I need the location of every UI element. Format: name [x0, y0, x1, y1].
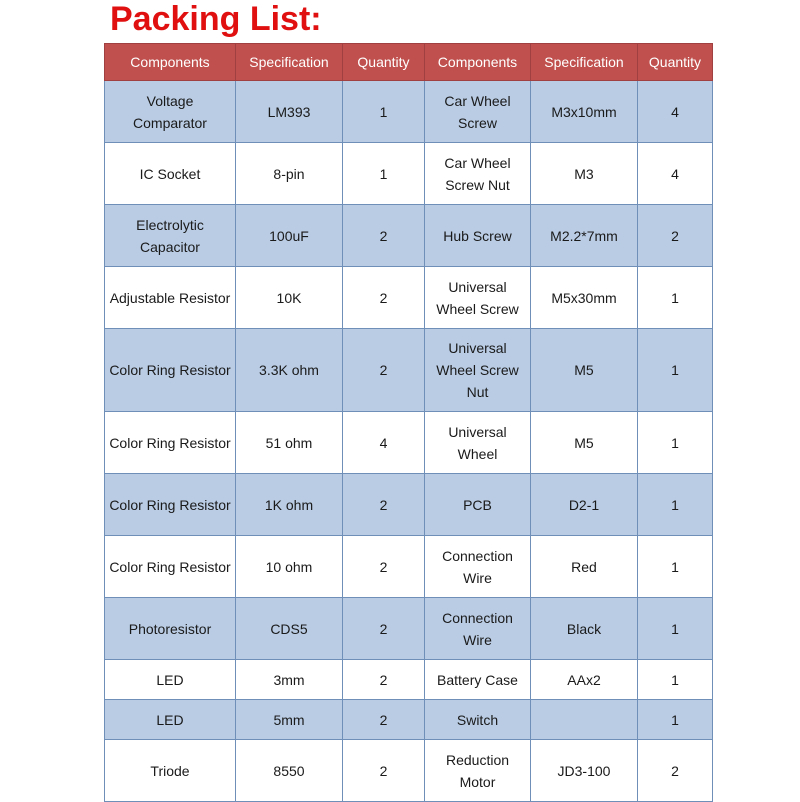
quantity-cell: 2 [343, 329, 425, 412]
component-cell: PCB [425, 474, 531, 536]
quantity-cell: 1 [638, 474, 713, 536]
component-cell: LED [105, 700, 236, 740]
quantity-cell: 1 [638, 536, 713, 598]
specification-cell: M5x30mm [531, 267, 638, 329]
specification-cell: M3 [531, 143, 638, 205]
quantity-cell: 2 [343, 740, 425, 802]
quantity-cell: 2 [638, 205, 713, 267]
component-cell: IC Socket [105, 143, 236, 205]
quantity-cell: 4 [638, 143, 713, 205]
specification-cell: 51 ohm [236, 412, 343, 474]
table-row [105, 143, 713, 205]
component-cell: Car Wheel Screw Nut [425, 143, 531, 205]
specification-cell: 1K ohm [236, 474, 343, 536]
table-row [105, 267, 713, 329]
table-row [105, 81, 713, 143]
specification-cell: M5 [531, 412, 638, 474]
component-cell: Reduction Motor [425, 740, 531, 802]
header-specification-right: Specification [531, 44, 638, 81]
quantity-cell: 1 [638, 660, 713, 700]
component-cell: Color Ring Resistor [105, 536, 236, 598]
specification-cell: 10 ohm [236, 536, 343, 598]
component-cell: Universal Wheel Screw Nut [425, 329, 531, 412]
quantity-cell: 2 [343, 598, 425, 660]
specification-cell: 5mm [236, 700, 343, 740]
component-cell: Color Ring Resistor [105, 474, 236, 536]
table-row [105, 205, 713, 267]
quantity-cell: 1 [638, 412, 713, 474]
header-quantity-left: Quantity [343, 44, 425, 81]
component-cell: Voltage Comparator [105, 81, 236, 143]
table-row [105, 412, 713, 474]
specification-cell: 8550 [236, 740, 343, 802]
quantity-cell: 1 [343, 81, 425, 143]
component-cell: Car Wheel Screw [425, 81, 531, 143]
component-cell: Triode [105, 740, 236, 802]
specification-cell: M2.2*7mm [531, 205, 638, 267]
component-cell: Universal Wheel Screw [425, 267, 531, 329]
quantity-cell: 2 [343, 536, 425, 598]
table-body [105, 81, 713, 802]
specification-cell: M5 [531, 329, 638, 412]
component-cell: Electrolytic Capacitor [105, 205, 236, 267]
specification-cell: AAx2 [531, 660, 638, 700]
specification-cell: LM393 [236, 81, 343, 143]
quantity-cell: 4 [343, 412, 425, 474]
table-row [105, 740, 713, 802]
quantity-cell: 2 [343, 474, 425, 536]
header-quantity-right: Quantity [638, 44, 713, 81]
specification-cell: Red [531, 536, 638, 598]
quantity-cell: 2 [343, 267, 425, 329]
specification-cell: CDS5 [236, 598, 343, 660]
specification-cell [531, 700, 638, 740]
quantity-cell: 4 [638, 81, 713, 143]
quantity-cell: 2 [343, 205, 425, 267]
specification-cell: 10K [236, 267, 343, 329]
specification-cell: 8-pin [236, 143, 343, 205]
table-row [105, 474, 713, 536]
component-cell: Universal Wheel [425, 412, 531, 474]
component-cell: LED [105, 660, 236, 700]
specification-cell: JD3-100 [531, 740, 638, 802]
component-cell: Adjustable Resistor [105, 267, 236, 329]
specification-cell: Black [531, 598, 638, 660]
specification-cell: D2-1 [531, 474, 638, 536]
table-header-row [105, 44, 713, 81]
component-cell: Color Ring Resistor [105, 329, 236, 412]
quantity-cell: 1 [638, 700, 713, 740]
header-specification-left: Specification [236, 44, 343, 81]
table-row [105, 329, 713, 412]
component-cell: Color Ring Resistor [105, 412, 236, 474]
specification-cell: 3mm [236, 660, 343, 700]
table-row [105, 660, 713, 700]
quantity-cell: 1 [638, 598, 713, 660]
component-cell: Battery Case [425, 660, 531, 700]
component-cell: Hub Screw [425, 205, 531, 267]
quantity-cell: 2 [343, 700, 425, 740]
component-cell: Switch [425, 700, 531, 740]
specification-cell: 3.3K ohm [236, 329, 343, 412]
header-components-right: Components [425, 44, 531, 81]
table-row [105, 700, 713, 740]
page-title: Packing List: [110, 0, 322, 38]
table-row [105, 598, 713, 660]
quantity-cell: 1 [638, 329, 713, 412]
table-row [105, 536, 713, 598]
packing-list-table [104, 43, 713, 802]
quantity-cell: 1 [343, 143, 425, 205]
quantity-cell: 2 [638, 740, 713, 802]
specification-cell: 100uF [236, 205, 343, 267]
component-cell: Connection Wire [425, 536, 531, 598]
specification-cell: M3x10mm [531, 81, 638, 143]
quantity-cell: 1 [638, 267, 713, 329]
component-cell: Photoresistor [105, 598, 236, 660]
quantity-cell: 2 [343, 660, 425, 700]
component-cell: Connection Wire [425, 598, 531, 660]
header-components-left: Components [105, 44, 236, 81]
